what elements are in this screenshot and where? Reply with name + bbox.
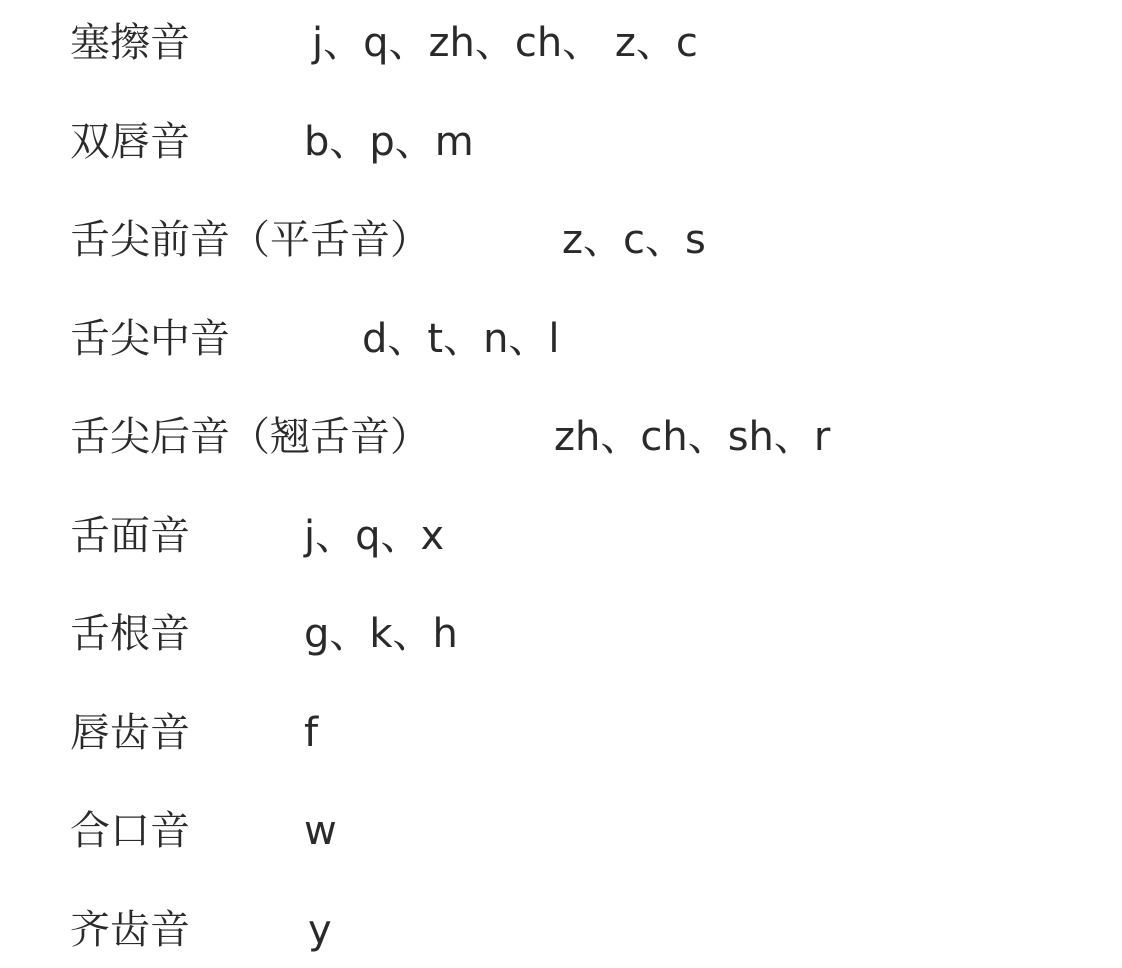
list-item [0,309,1122,369]
term-label: 双唇音 [70,119,190,165]
term-label: 舌根音 [70,611,190,657]
list-item [0,900,1122,960]
list-item [0,604,1122,664]
list-item [0,112,1122,172]
term-label: 舌尖后音（翘舌音） [70,414,430,460]
list-item [0,407,1122,467]
letters-value: w [304,808,337,854]
list-item [0,13,1122,73]
letters-value: z、c、s [562,217,706,263]
letters-value: g、k、h [304,611,458,657]
letters-value: j、q、zh、ch、 z、c [312,20,698,66]
letters-value: y [308,907,332,953]
list-item [0,801,1122,861]
letters-value: b、p、m [304,119,474,165]
letters-value: zh、ch、sh、r [554,414,831,460]
list-item [0,506,1122,566]
term-label: 舌尖前音（平舌音） [70,217,430,263]
term-label: 舌尖中音 [70,316,230,362]
letters-value: j、q、x [304,513,445,559]
term-label: 合口音 [70,808,190,854]
term-label: 齐齿音 [70,907,190,953]
letters-value: d、t、n、l [362,316,560,362]
list-item [0,210,1122,270]
term-label: 舌面音 [70,513,190,559]
term-label: 唇齿音 [70,710,190,756]
list-item [0,703,1122,763]
term-label: 塞擦音 [70,20,190,66]
letters-value: f [304,710,319,756]
